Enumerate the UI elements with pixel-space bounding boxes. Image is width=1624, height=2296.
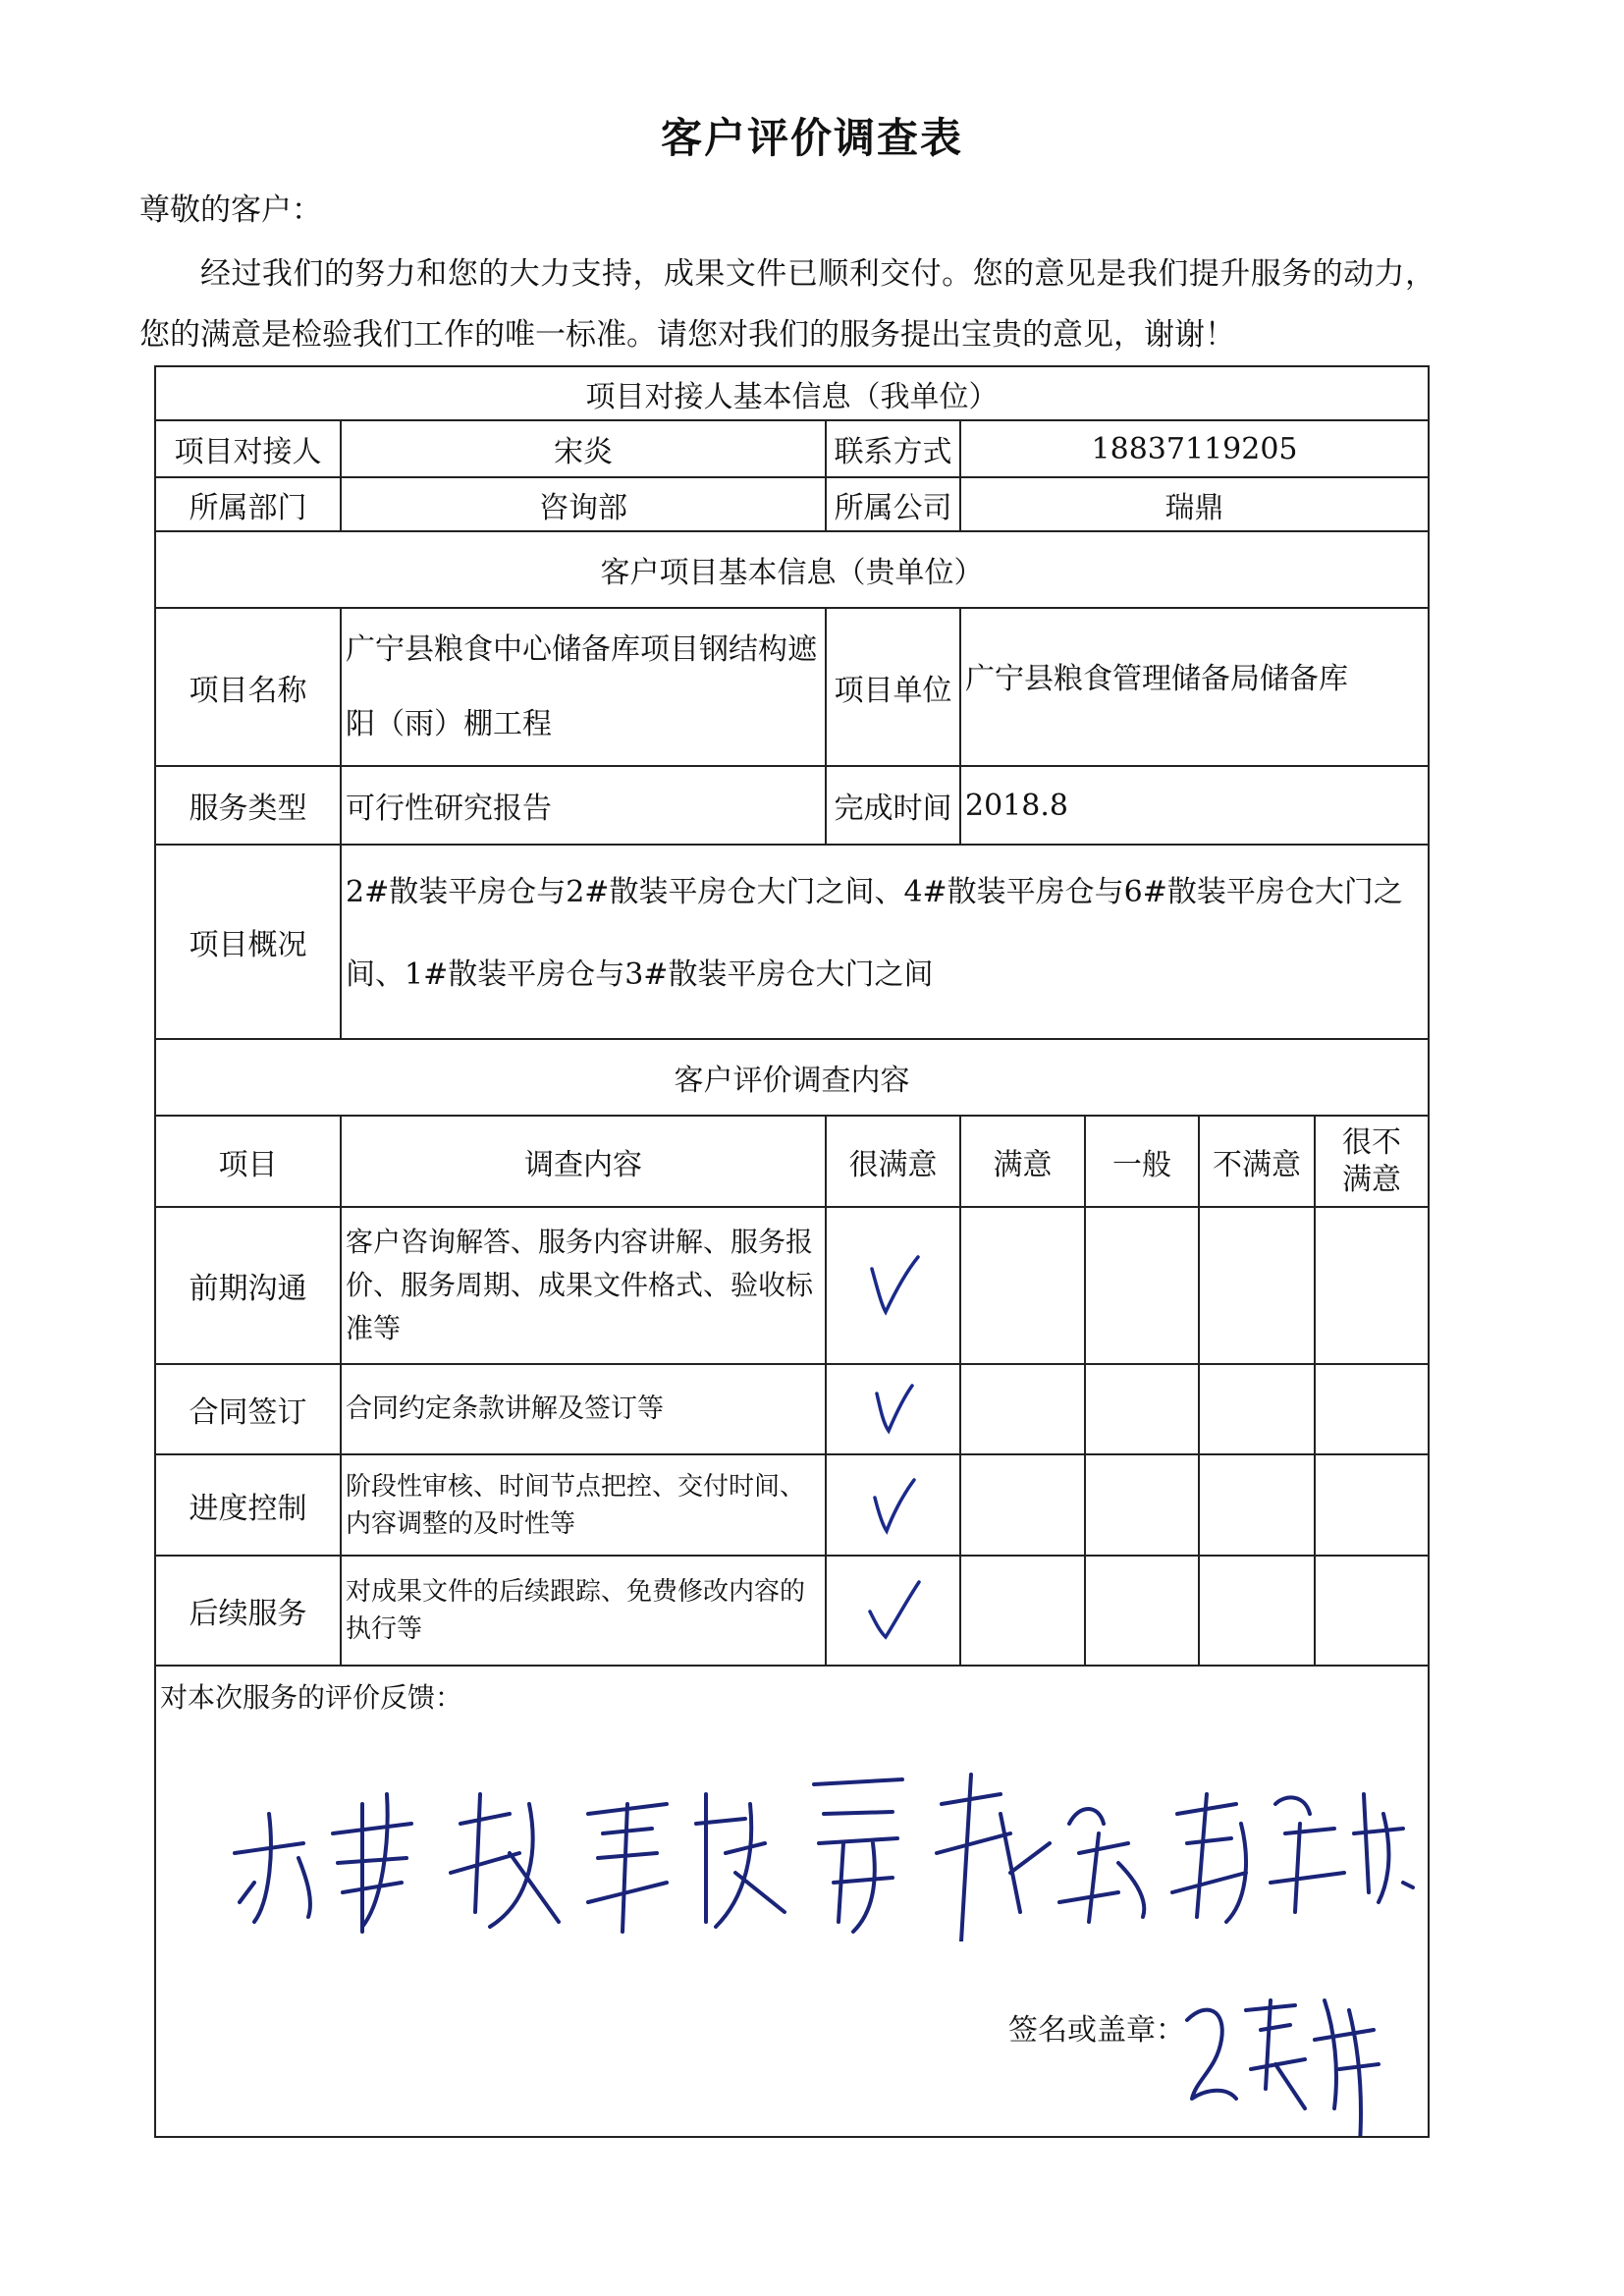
- project-name-value: 广宁县粮食中心储备库项目钢结构遮阳（雨）棚工程: [341, 608, 826, 766]
- header-very-satisfied: 很满意: [826, 1116, 960, 1207]
- checkmark-icon: [869, 1474, 918, 1537]
- header-very-unsatisfied: 很不满意: [1315, 1116, 1429, 1207]
- handwritten-signature: [1167, 1971, 1393, 2137]
- row-content: 合同约定条款讲解及签订等: [341, 1364, 826, 1454]
- phone-value: 18837119205: [960, 420, 1429, 477]
- checkmark-icon: [864, 1251, 923, 1320]
- row-content: 客户咨询解答、服务内容讲解、服务报价、服务周期、成果文件格式、验收标准等: [341, 1207, 826, 1364]
- project-name-label: 项目名称: [155, 608, 341, 766]
- rating-cell-very-satisfied: [826, 1364, 960, 1454]
- header-item: 项目: [155, 1116, 341, 1207]
- contact-label: 项目对接人: [155, 420, 341, 477]
- intro-paragraph: 经过我们的努力和您的大力支持，成果文件已顺利交付。您的意见是我们提升服务的动力，您的满意是检验我们工作的唯一标准。请您对我们的服务提出宝贵的意见，谢谢！: [139, 256, 1435, 353]
- checkmark-icon: [869, 1380, 918, 1439]
- header-average: 一般: [1085, 1116, 1199, 1207]
- rating-cell-unsatisfied: [1199, 1454, 1315, 1556]
- sign-label: 签名或盖章：: [1008, 2013, 1185, 2048]
- service-type-value: 可行性研究报告: [341, 766, 826, 845]
- rating-cell-average: [1085, 1556, 1199, 1666]
- dept-value: 咨询部: [341, 477, 826, 531]
- finish-value: 2018.8: [960, 766, 1429, 845]
- rating-cell-very-unsatisfied: [1315, 1556, 1429, 1666]
- rating-cell-satisfied: [960, 1454, 1085, 1556]
- phone-label: 联系方式: [826, 420, 960, 477]
- header-content: 调查内容: [341, 1116, 826, 1207]
- row-content: 对成果文件的后续跟踪、免费修改内容的执行等: [341, 1556, 826, 1666]
- rating-cell-satisfied: [960, 1207, 1085, 1364]
- overview-label: 项目概况: [155, 845, 341, 1039]
- service-type-label: 服务类型: [155, 766, 341, 845]
- row-item: 进度控制: [155, 1454, 341, 1556]
- row-item: 前期沟通: [155, 1207, 341, 1364]
- contact-section-heading: 项目对接人基本信息（我单位）: [155, 366, 1429, 420]
- survey-section-heading: 客户评价调查内容: [155, 1039, 1429, 1116]
- greeting: 尊敬的客户：: [139, 192, 322, 228]
- rating-cell-average: [1085, 1207, 1199, 1364]
- unit-value: 广宁县粮食管理储备局储备库: [960, 608, 1429, 766]
- company-label: 所属公司: [826, 477, 960, 531]
- survey-table: [154, 365, 1430, 2138]
- feedback-label: 对本次服务的评价反馈：: [160, 1681, 463, 1714]
- dept-label: 所属部门: [155, 477, 341, 531]
- row-item: 合同签订: [155, 1364, 341, 1454]
- rating-cell-unsatisfied: [1199, 1207, 1315, 1364]
- client-section-heading: 客户项目基本信息（贵单位）: [155, 531, 1429, 608]
- rating-cell-very-satisfied: [826, 1556, 960, 1666]
- rating-cell-very-unsatisfied: [1315, 1364, 1429, 1454]
- rating-cell-unsatisfied: [1199, 1364, 1315, 1454]
- handwritten-feedback: [215, 1735, 1423, 1941]
- rating-cell-unsatisfied: [1199, 1556, 1315, 1666]
- row-content: 阶段性审核、时间节点把控、交付时间、内容调整的及时性等: [341, 1454, 826, 1556]
- rating-cell-average: [1085, 1364, 1199, 1454]
- page-title: 客户评价调查表: [660, 114, 963, 162]
- rating-cell-very-unsatisfied: [1315, 1207, 1429, 1364]
- feedback-cell: [155, 1666, 1429, 2137]
- unit-label: 项目单位: [826, 608, 960, 766]
- rating-cell-satisfied: [960, 1556, 1085, 1666]
- overview-value: 2#散装平房仓与2#散装平房仓大门之间、4#散装平房仓与6#散装平房仓大门之间、1#散装平房仓与3#散装平房仓大门之间: [341, 845, 1429, 1039]
- contact-value: 宋炎: [341, 420, 826, 477]
- row-item: 后续服务: [155, 1556, 341, 1666]
- rating-cell-satisfied: [960, 1364, 1085, 1454]
- rating-cell-average: [1085, 1454, 1199, 1556]
- rating-cell-very-satisfied: [826, 1207, 960, 1364]
- checkmark-icon: [864, 1576, 923, 1645]
- rating-cell-very-unsatisfied: [1315, 1454, 1429, 1556]
- company-value: 瑞鼎: [960, 477, 1429, 531]
- rating-cell-very-satisfied: [826, 1454, 960, 1556]
- finish-label: 完成时间: [826, 766, 960, 845]
- header-unsatisfied: 不满意: [1199, 1116, 1315, 1207]
- header-satisfied: 满意: [960, 1116, 1085, 1207]
